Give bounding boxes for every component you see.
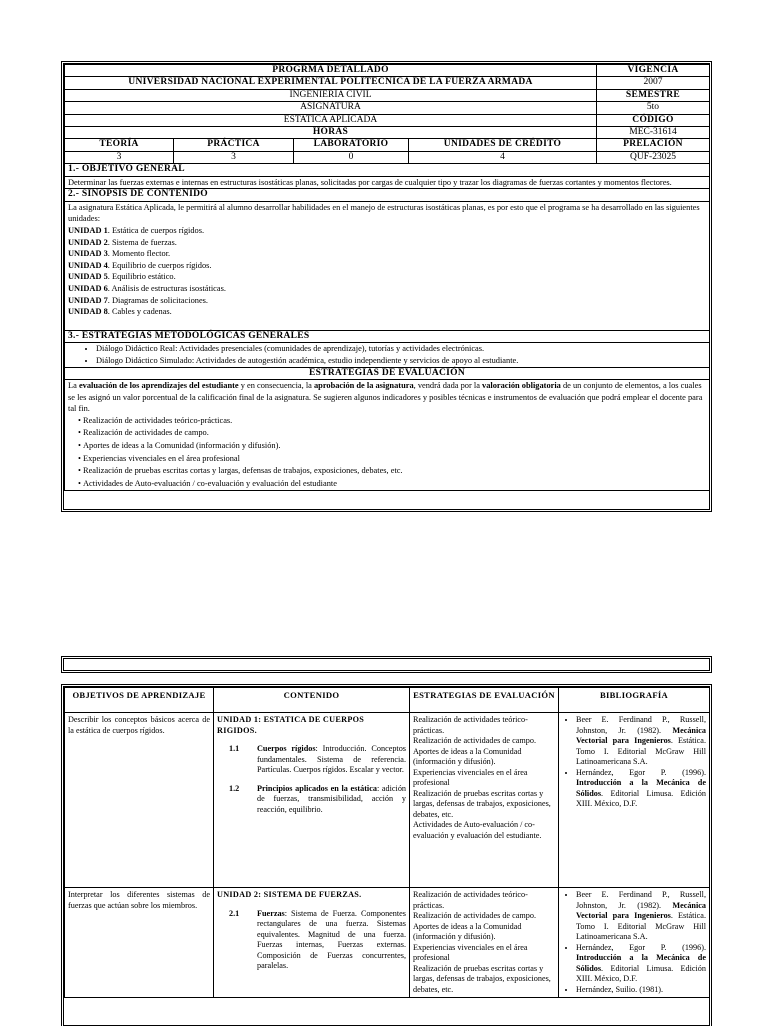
eval-text-1: La (68, 381, 79, 391)
bibliografia-item (576, 890, 706, 943)
unit-text: . Momento flector. (107, 249, 171, 259)
university-name: UNIVERSIDAD NACIONAL EXPERIMENTAL POLITECNICA DE LA FUERZA ARMADA (65, 77, 597, 89)
objetivo-text: Interpretar los diferentes sistemas de fuerzas que actúan sobre los miembros. (68, 890, 210, 910)
evaluacion-item (68, 415, 706, 428)
header-estrategias: ESTRATEGIAS DE EVALUACIÓN (410, 688, 559, 713)
eval-bold-2: aprobación de la asignatura (313, 381, 414, 391)
eval-bold-1: evaluación de los aprendizajes del estudiante (78, 381, 239, 391)
separator-frame (63, 658, 710, 671)
unit-item (68, 271, 706, 283)
col-prelacion: PRELACIÓN (597, 139, 710, 151)
evaluacion-item (68, 478, 706, 491)
unit-label: UNIDAD 1 (68, 226, 108, 236)
semestre-label: SEMESTRE (597, 89, 710, 101)
unidad-title: UNIDAD 2: SISTEMA DE FUERZAS. (217, 890, 362, 899)
vigencia-value: 2007 (597, 77, 710, 89)
unidad-title: UNIDAD 1: ESTATICA DE CUERPOS RIGIDOS. (217, 715, 365, 735)
topic-item (217, 909, 406, 972)
unit-label: UNIDAD 6 (68, 284, 108, 293)
bullet-icon: • (78, 478, 81, 488)
content-table (64, 687, 710, 998)
table-row (65, 888, 710, 998)
topic-item (217, 744, 406, 776)
evaluacion-paragraph (68, 380, 706, 415)
metodologica-item: • Diálogo Didáctico Real: Actividades presenciales (comunidades de aprendizaje), tutorías y actividades electrónicas. (96, 343, 706, 355)
topic-bold: Cuerpos rígidos (257, 744, 316, 753)
topic-item (217, 784, 406, 816)
evaluacion-item-text: Aportes de ideas a la Comunidad (información y difusión). (83, 441, 281, 450)
col-laboratorio: LABORATORIO (294, 139, 409, 151)
bib-author: Hernández, Egor P. (1996). (576, 767, 706, 777)
bullet-icon: • (78, 466, 81, 476)
bib-author: Hernández, Egor P. (1996). (576, 942, 706, 952)
val-teoria: 3 (65, 151, 174, 163)
unit-text: . Estática de cuerpos rígidos. (107, 226, 205, 236)
unit-label: UNIDAD 3 (68, 249, 108, 259)
evaluacion-item (68, 427, 706, 440)
career-name: INGENIERIA CIVIL (65, 89, 597, 101)
units-list (68, 225, 706, 318)
bullet-icon: • (78, 453, 81, 463)
unit-text: . Cables y cadenas. (107, 307, 172, 317)
topic-number: 1.1 (229, 744, 240, 753)
bib-title: Introducción a la Mecánica de Sólidos (576, 778, 706, 798)
topic-number: 2.1 (229, 908, 240, 918)
metodologica-item: • Diálogo Didáctico Simulado: Actividades de autogestión académica, estudio independiente y servicios de apoyo al estudiante. (96, 355, 706, 367)
evaluacion-item (68, 465, 706, 478)
bib-author: Beer E. Ferdinand P., Russell, Johnston, Jr. (1982). (576, 890, 706, 910)
header-bibliografia: BIBLIOGRAFÍA (559, 688, 710, 713)
sinopsis-body (65, 201, 710, 330)
col-practica: PRÁCTICA (174, 139, 294, 151)
unit-item (68, 237, 706, 249)
estrategias-text: Realización de actividades teórico-prácticas. Realización de actividades de campo. Aportes de ideas a la Comunidad (información y difusión). Experiencias vivenciales en el área profesional Realización de pruebas escritas cortas y largas, defensas de trabajos, exposiciones, debates, etc. Actividades de Auto-evaluación / co-evaluación y evaluación del estudiante. (413, 715, 551, 840)
bibliografia-item (576, 768, 706, 810)
estrategias-cell (410, 713, 559, 888)
bibliografia-item (576, 715, 706, 768)
objetivo-cell (65, 888, 214, 998)
col-teoria: TEORÍA (65, 139, 174, 151)
objetivo-text: Describir los conceptos básicos acerca de la estática de cuerpos rígidos. (68, 715, 210, 735)
metodologicas-list (68, 343, 706, 366)
asignatura-label: ASIGNATURA (65, 102, 597, 114)
estrategias-text: Realización de actividades teórico-prácticas. Realización de actividades de campo. Aportes de ideas a la Comunidad (información y difusión). Experiencias vivenciales en el área profesional Realización de pruebas escritas cortas y largas, defensas de trabajos, exposiciones, debates, etc. (413, 890, 551, 994)
codigo-value: MEC-31614 (597, 127, 710, 139)
eval-bold-3: valoración obligatoria (482, 381, 561, 391)
bib-rest: . Editorial Limusa. Edición XIII. México, D.F. (576, 788, 706, 808)
bullet-icon: • (78, 441, 81, 450)
content-table-frame (63, 686, 710, 1026)
sinopsis-title: 2.- SINOPSIS DE CONTENIDO (65, 189, 710, 202)
evaluacion-item-text: Experiencias vivenciales en el área profesional (83, 453, 240, 463)
bullet-icon: • (78, 415, 81, 425)
evaluacion-list (68, 415, 706, 491)
evaluacion-item-text: Realización de pruebas escritas cortas y largas, defensas de trabajos, exposiciones, debates, etc. (83, 466, 403, 476)
topic-text (257, 909, 406, 972)
unit-item (68, 306, 706, 318)
bibliografia-item (576, 985, 706, 996)
contenido-cell (214, 888, 410, 998)
bib-rest: . Editorial Limusa. Edición XIII. México, D.F. (576, 963, 706, 983)
unit-label: UNIDAD 8 (68, 307, 108, 317)
codigo-label: CÓDIGO (597, 114, 710, 126)
bib-title: Mecánica Vectorial para Ingenieros (576, 900, 706, 920)
vigencia-label: VIGENCIA (597, 65, 710, 77)
unit-text: . Equilibrio estático. (107, 272, 176, 282)
eval-text-4: de un conjunto de elementos, a los cuales se les asignó un valor porcentual de la calificación final de la asignatura. Se sugieren algunos indicadores y posibles técnicas e instrumentos de evaluación que podrá emplear el docente para tal fin. (68, 381, 703, 414)
unit-item (68, 283, 706, 295)
unit-item (68, 248, 706, 260)
unit-label: UNIDAD 7 (68, 295, 108, 305)
evaluacion-body (65, 380, 710, 491)
estrategias-cell (410, 888, 559, 998)
eval-text-2: y en consecuencia, la (238, 381, 314, 391)
topic-text (257, 744, 406, 776)
unit-label: UNIDAD 5 (68, 272, 108, 282)
program-header-frame (63, 63, 710, 510)
program-header-table (64, 64, 710, 491)
unit-label: UNIDAD 2 (68, 237, 108, 247)
unit-item (68, 225, 706, 237)
unit-label: UNIDAD 4 (68, 260, 108, 270)
asignatura-value: ESTATICA APLICADA (65, 114, 597, 126)
bibliografia-cell (559, 713, 710, 888)
val-unidades-credito: 4 (409, 151, 597, 163)
bib-title: Introducción a la Mecánica de Sólidos (576, 953, 706, 973)
val-prelacion: QUF-23025 (597, 151, 710, 163)
val-laboratorio: 0 (294, 151, 409, 163)
unit-text: . Sistema de fuerzas. (107, 237, 177, 247)
bibliografia-cell (559, 888, 710, 998)
semestre-value: 5to (597, 102, 710, 114)
unit-item (68, 260, 706, 272)
header-objetivos: OBJETIVOS DE APRENDIZAJE (65, 688, 214, 713)
bibliografia-list (562, 715, 706, 810)
bib-rest: . Estática. Tomo I. Editorial McGraw Hill Latinoamericana S.A. (576, 911, 706, 941)
bib-author: Beer E. Ferdinand P., Russell, Johnston, Jr. (1982). (576, 715, 706, 735)
bullet-icon: • (78, 428, 81, 438)
evaluacion-title: ESTRATEGIAS DE EVALUACIÓN (65, 367, 710, 380)
bibliografia-list (562, 890, 706, 995)
eval-text-3: , vendrá dada por la (413, 381, 483, 391)
sinopsis-intro: La asignatura Estática Aplicada, le permitirá al alumno desarrollar habilidades en el manejo de estructuras isostáticas planas, es por esto que el programa se ha desarrollado en las siguientes unidades: (68, 202, 700, 224)
topic-desc: : Sistema de Fuerza. Componentes rectangulares de una fuerza. Sistemas equivalentes. Magnitud de una fuerza. Fuerzas internas, Fuerzas externas. Composición de Fuerzas concurrentes, paralelas. (257, 908, 406, 970)
metodologicas-body (65, 343, 710, 367)
evaluacion-item-text: Realización de actividades de campo. (83, 428, 209, 438)
unit-item (68, 295, 706, 307)
col-unidades-credito: UNIDADES DE CRÉDITO (409, 139, 597, 151)
bib-title: Mecánica Vectorial para Ingenieros (576, 725, 706, 745)
objetivo-cell (65, 713, 214, 888)
table-row (65, 713, 710, 888)
unit-text: . Análisis de estructuras isostáticas. (107, 284, 226, 293)
horas-label: HORAS (65, 127, 597, 139)
topic-number: 1.2 (229, 783, 240, 793)
bib-rest: . Estática. Tomo I. Editorial McGraw Hill Latinoamericana S.A. (576, 736, 706, 766)
val-practica: 3 (174, 151, 294, 163)
bib-author: Hernández, Suilio. (1981). (576, 984, 664, 994)
objetivo-text: Determinar las fuerzas externas e internas en estructuras isostáticas planas, solicitadas por cargas de cualquier tipo y trazar los diagramas de fuerzas cortantes y momentos flectores. (65, 176, 710, 189)
program-title: PROGRMA DETALLADO (65, 65, 597, 77)
evaluacion-item (68, 440, 706, 453)
evaluacion-item-text: Realización de actividades teórico-prácticas. (83, 415, 233, 425)
bibliografia-item (576, 943, 706, 985)
header-contenido: CONTENIDO (214, 688, 410, 713)
topic-desc: : Introducción. Conceptos fundamentales. Sistema de referencia. Partículas. Cuerpos rígidos. Escalar y vector. (257, 744, 406, 774)
contenido-cell (214, 713, 410, 888)
unit-text: . Equilibrio de cuerpos rígidos. (107, 260, 212, 270)
evaluacion-item-text: Actividades de Auto-evaluación / co-evaluación y evaluación del estudiante (83, 478, 337, 488)
evaluacion-item (68, 453, 706, 466)
metodologicas-title: 3.- ESTRATEGIAS METODOLÓGICAS GENERALES (65, 330, 710, 343)
topic-text (257, 784, 406, 816)
topic-bold: Principios aplicados en la estática (257, 783, 377, 793)
objetivo-title: 1.- OBJETIVO GENERAL (65, 164, 710, 177)
topic-desc: : adición de fuerzas, transmisibilidad, acción y reacción, equilibrio. (257, 783, 407, 814)
topic-bold: Fuerzas (257, 908, 285, 918)
unit-text: . Diagramas de solicitaciones. (107, 295, 209, 305)
